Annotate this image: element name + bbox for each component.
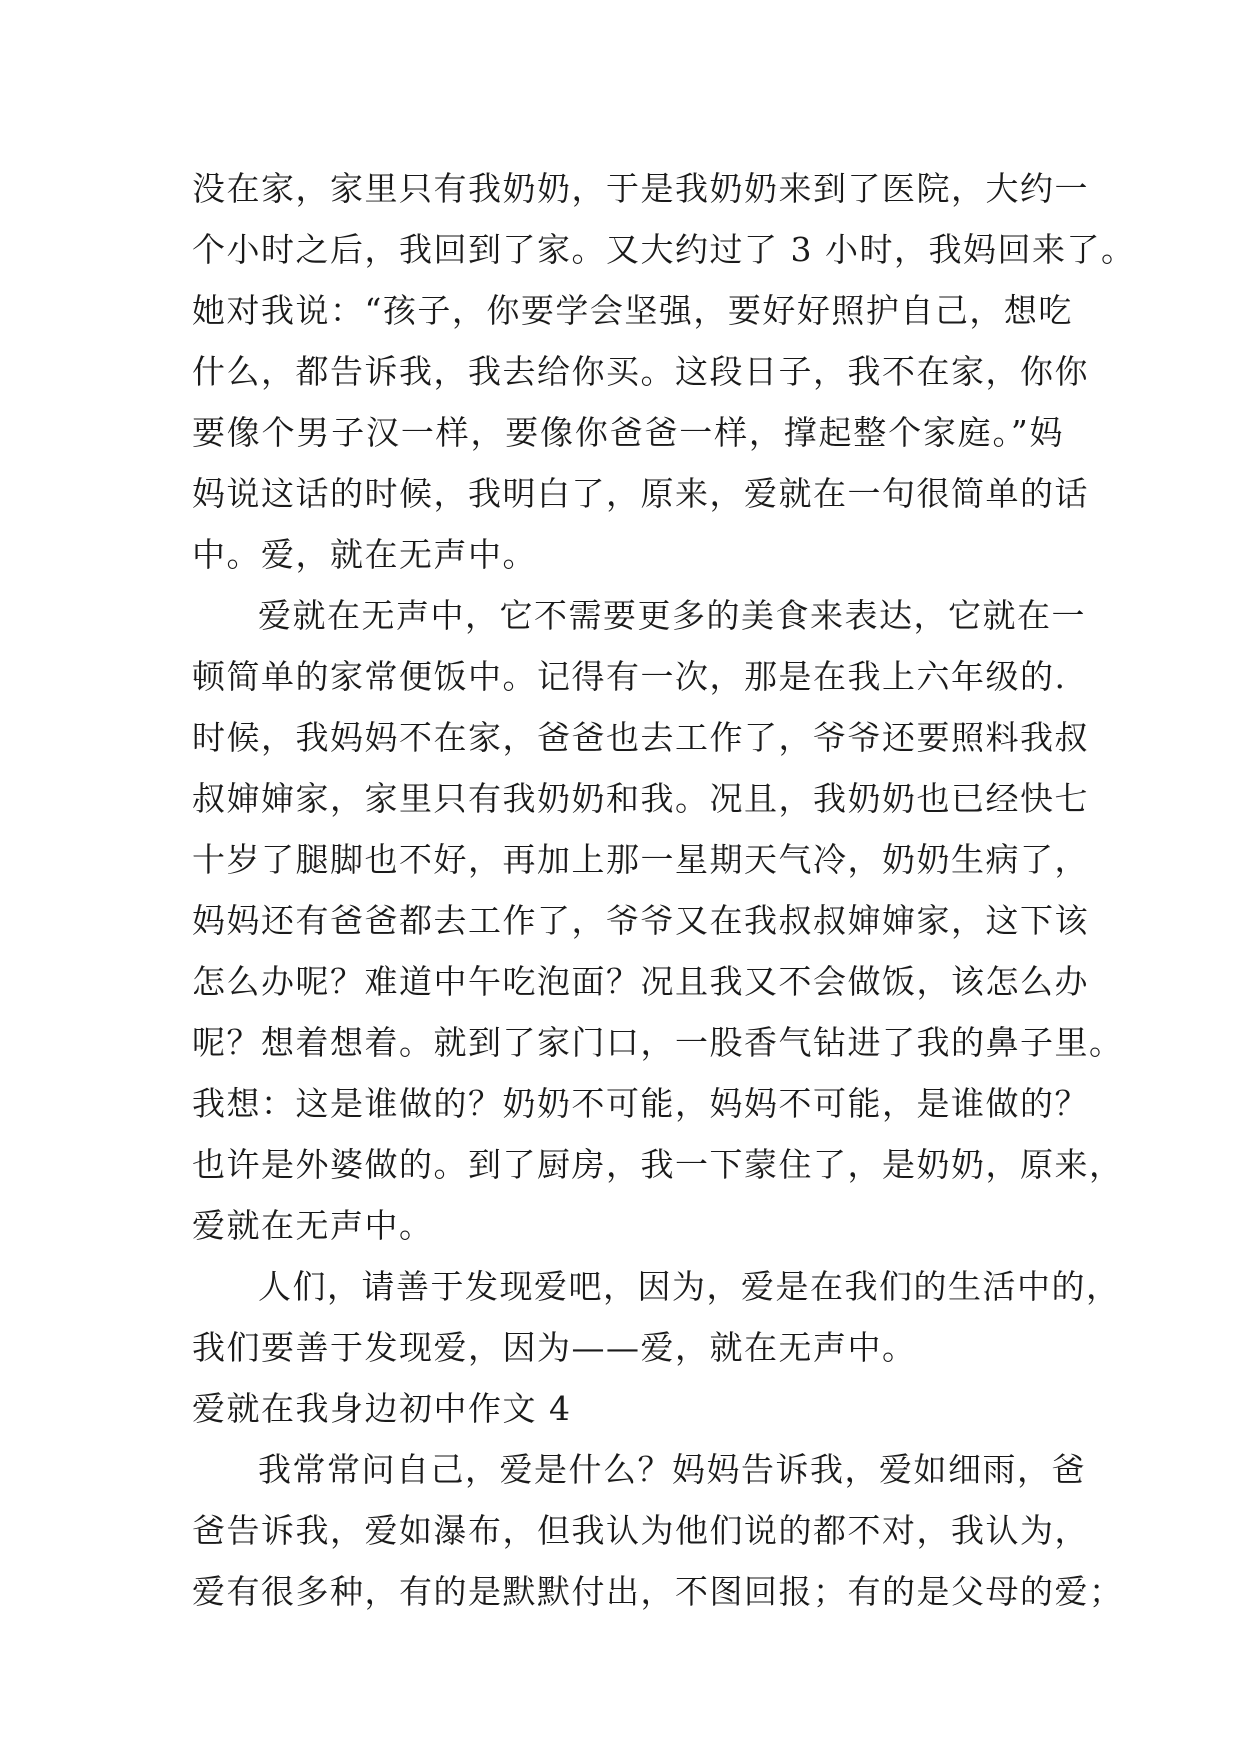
- text-line: 爸告诉我，爱如瀑布，但我认为他们说的都不对，我认为，: [192, 1511, 1089, 1550]
- paragraph: [192, 585, 1124, 1256]
- text-line: 我想：这是谁做的？奶奶不可能，妈妈不可能，是谁做的？: [192, 1084, 1089, 1123]
- text-line: 爱就在无声中，它不需要更多的美食来表达，它就在一: [258, 596, 1086, 635]
- text-line: 十岁了腿脚也不好，再加上那一星期天气冷，奶奶生病了，: [192, 840, 1089, 879]
- text-line: 爱就在无声中。: [192, 1206, 434, 1245]
- text-line: 我常常问自己，爱是什么？妈妈告诉我，爱如细雨，爸: [258, 1450, 1086, 1489]
- heading-text: 爱就在我身边初中作文 4: [192, 1389, 572, 1428]
- text-line: 我们要善于发现爱，因为——爱，就在无声中。: [192, 1328, 917, 1367]
- document-body: [192, 158, 1136, 1622]
- text-line: 呢？想着想着。就到了家门口，一股香气钻进了我的鼻子里。: [192, 1023, 1124, 1062]
- text-line: 时候，我妈妈不在家，爸爸也去工作了，爷爷还要照料我叔: [192, 718, 1089, 757]
- text-line: 怎么办呢？难道中午吃泡面？况且我又不会做饭，该怎么办: [192, 962, 1089, 1001]
- text-line: 也许是外婆做的。到了厨房，我一下蒙住了，是奶奶，原来，: [192, 1145, 1124, 1184]
- text-line: 中。爱，就在无声中。: [192, 535, 537, 574]
- text-line: 要像个男子汉一样，要像你爸爸一样，撑起整个家庭。”妈: [192, 413, 1064, 452]
- text-line: 没在家，家里只有我奶奶，于是我奶奶来到了医院，大约一: [192, 169, 1089, 208]
- text-line: 她对我说：“孩子，你要学会坚强，要好好照护自己，想吃: [192, 291, 1073, 330]
- text-line: 什么，都告诉我，我去给你买。这段日子，我不在家，你你: [192, 352, 1089, 391]
- paragraph: [192, 158, 1136, 585]
- section-heading: [192, 1378, 1064, 1439]
- text-line: 顿简单的家常便饭中。记得有一次，那是在我上六年级的.: [192, 657, 1067, 696]
- text-line: 爱有很多种，有的是默默付出，不图回报；有的是父母的爱；: [192, 1572, 1124, 1611]
- paragraph: [192, 1439, 1124, 1622]
- text-line: 人们，请善于发现爱吧，因为，爱是在我们的生活中的，: [258, 1267, 1121, 1306]
- text-line: 妈说这话的时候，我明白了，原来，爱就在一句很简单的话: [192, 474, 1089, 513]
- text-line: 个小时之后，我回到了家。又大约过了 3 小时，我妈回来了。: [192, 230, 1136, 269]
- paragraph: [192, 1256, 1121, 1378]
- text-line: 妈妈还有爸爸都去工作了，爷爷又在我叔叔婶婶家，这下该: [192, 901, 1089, 940]
- text-line: 叔婶婶家，家里只有我奶奶和我。况且，我奶奶也已经快七: [192, 779, 1089, 818]
